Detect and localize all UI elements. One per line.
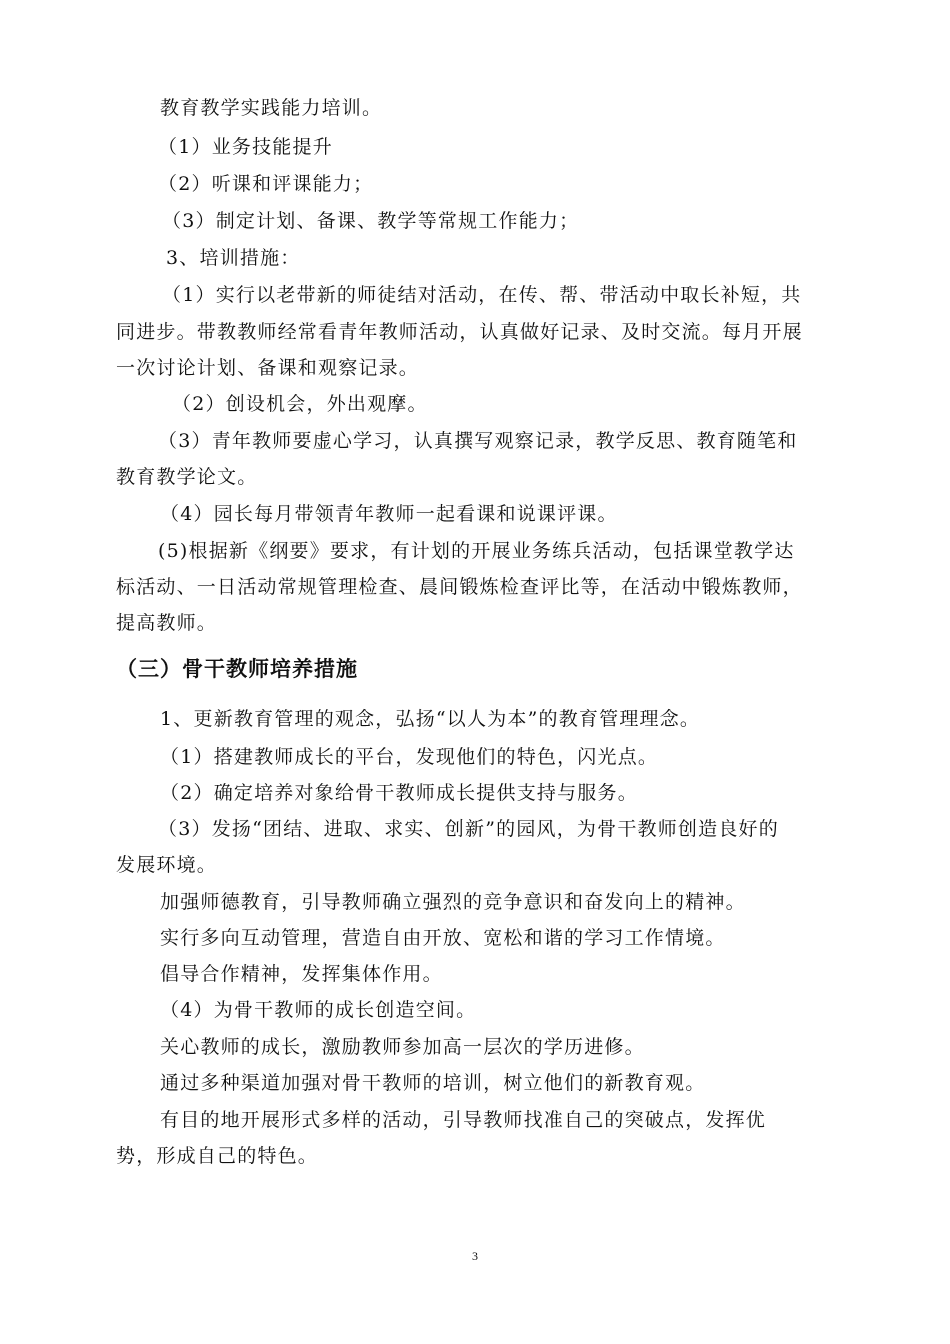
paragraph-line: 倡导合作精神，发挥集体作用。 (160, 963, 443, 985)
section-heading: （三）骨干教师培养措施 (116, 657, 358, 681)
paragraph-line: （4）园长每月带领青年教师一起看课和说课评课。 (160, 503, 618, 525)
paragraph-line: 一次讨论计划、备课和观察记录。 (116, 357, 420, 379)
paragraph-line: (5)根据新《纲要》要求，有计划的开展业务练兵活动，包括课堂教学达 (158, 540, 795, 562)
paragraph-line: （3）制定计划、备课、教学等常规工作能力； (162, 210, 580, 232)
paragraph-line: 关心教师的成长，激励教师参加高一层次的学历进修。 (160, 1036, 645, 1058)
paragraph-line: （3）青年教师要虚心学习，认真撰写观察记录，教学反思、教育随笔和 (158, 430, 798, 452)
paragraph-line: （4）为骨干教师的成长创造空间。 (160, 999, 477, 1021)
paragraph-line: （1）实行以老带新的师徒结对活动，在传、帮、带活动中取长补短，共 (162, 284, 802, 306)
paragraph-line: （2）创设机会，外出观摩。 (172, 393, 428, 415)
paragraph-line: 提高教师。 (116, 612, 218, 634)
paragraph-line: 势，形成自己的特色。 (116, 1145, 319, 1167)
paragraph-line: 同进步。带教教师经常看青年教师活动，认真做好记录、及时交流。每月开展 (116, 321, 803, 343)
paragraph-line: 教育教学论文。 (116, 466, 258, 488)
paragraph-line: 1、更新教育管理的观念，弘扬“以人为本”的教育管理理念。 (160, 708, 701, 730)
paragraph-line: 加强师德教育，引导教师确立强烈的竞争意识和奋发向上的精神。 (160, 891, 746, 913)
paragraph-line: 教育教学实践能力培训。 (160, 97, 383, 119)
paragraph-line: （1）业务技能提升 (158, 136, 333, 158)
paragraph-line: 通过多种渠道加强对骨干教师的培训，树立他们的新教育观。 (160, 1072, 706, 1094)
paragraph-line: 实行多向互动管理，营造自由开放、宽松和谐的学习工作情境。 (160, 927, 726, 949)
paragraph-line: 有目的地开展形式多样的活动，引导教师找准自己的突破点，发挥优 (160, 1109, 767, 1131)
page-number: 3 (472, 1249, 478, 1263)
paragraph-line: （2）听课和评课能力； (158, 173, 374, 195)
paragraph-line: 发展环境。 (116, 854, 218, 876)
paragraph-line: （3）发扬“团结、进取、求实、创新”的园风，为骨干教师创造良好的 (158, 818, 779, 840)
paragraph-line: （2）确定培养对象给骨干教师成长提供支持与服务。 (160, 782, 638, 804)
paragraph-line: 标活动、一日活动常规管理检查、晨间锻炼检查评比等，在活动中锻炼教师， (116, 576, 803, 598)
paragraph-line: （1）搭建教师成长的平台，发现他们的特色，闪光点。 (160, 746, 659, 768)
paragraph-line: 3、培训措施： (166, 247, 301, 269)
